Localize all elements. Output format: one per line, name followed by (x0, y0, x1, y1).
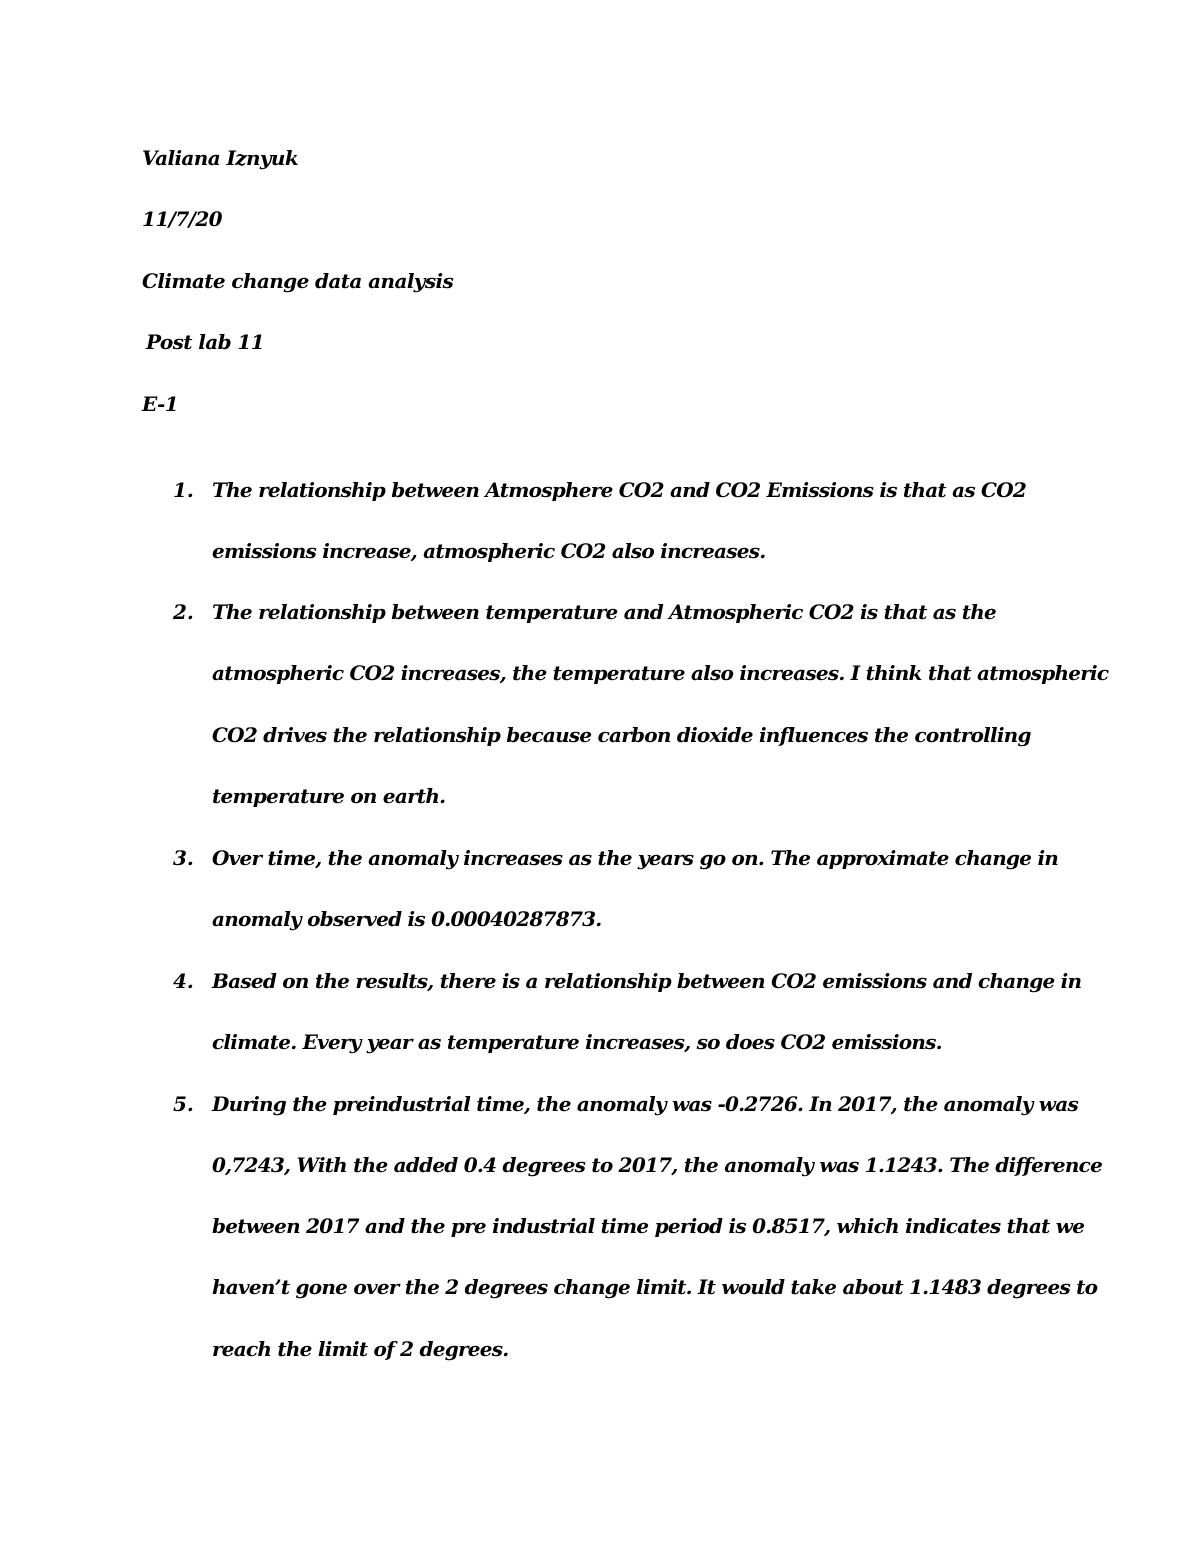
post-lab-label: Post lab 11 (146, 330, 265, 354)
answer-5-line-1: During the preindustrial time, the anomaly was -0.2726. In 2017, the anomaly was (212, 1092, 1078, 1116)
answer-5-line-2: 0,7243, With the added 0.4 degrees to 2017, the anomaly was 1.1243. The difference (212, 1153, 1103, 1177)
answer-2-number: 2. (173, 600, 194, 624)
answer-3-number: 3. (173, 846, 194, 870)
answer-5-line-4: haven’t gone over the 2 degrees change limit. It would take about 1.1483 degrees to (212, 1275, 1098, 1299)
answer-2-line-1: The relationship between temperature and Atmospheric CO2 is that as the (212, 600, 996, 624)
answer-2-line-3: CO2 drives the relationship because carbon dioxide influences the controlling (212, 723, 1031, 747)
answer-5-number: 5. (173, 1092, 194, 1116)
answer-1-number: 1. (173, 478, 194, 502)
answer-1-line-2: emissions increase, atmospheric CO2 also increases. (212, 539, 766, 563)
answer-5-line-3: between 2017 and the pre industrial time period is 0.8517, which indicates that we (212, 1214, 1085, 1238)
section-label: E-1 (142, 392, 179, 416)
answer-4-number: 4. (173, 969, 194, 993)
document-date: 11/7/20 (142, 207, 222, 231)
answer-3-line-2: anomaly observed is 0.00040287873. (212, 907, 602, 931)
author-name: Valiana Iznyuk (142, 146, 299, 170)
answer-2-line-4: temperature on earth. (212, 784, 446, 808)
answer-2-line-2: atmospheric CO2 increases, the temperature also increases. I think that atmospheric (212, 661, 1109, 685)
answer-1-line-1: The relationship between Atmosphere CO2 and CO2 Emissions is that as CO2 (212, 478, 1027, 502)
answer-4-line-1: Based on the results, there is a relationship between CO2 emissions and change in (212, 969, 1082, 993)
answer-3-line-1: Over time, the anomaly increases as the years go on. The approximate change in (212, 846, 1059, 870)
answer-5-line-5: reach the limit of 2 degrees. (212, 1337, 509, 1361)
document-title: Climate change data analysis (142, 269, 454, 293)
answer-4-line-2: climate. Every year as temperature increases, so does CO2 emissions. (212, 1030, 942, 1054)
